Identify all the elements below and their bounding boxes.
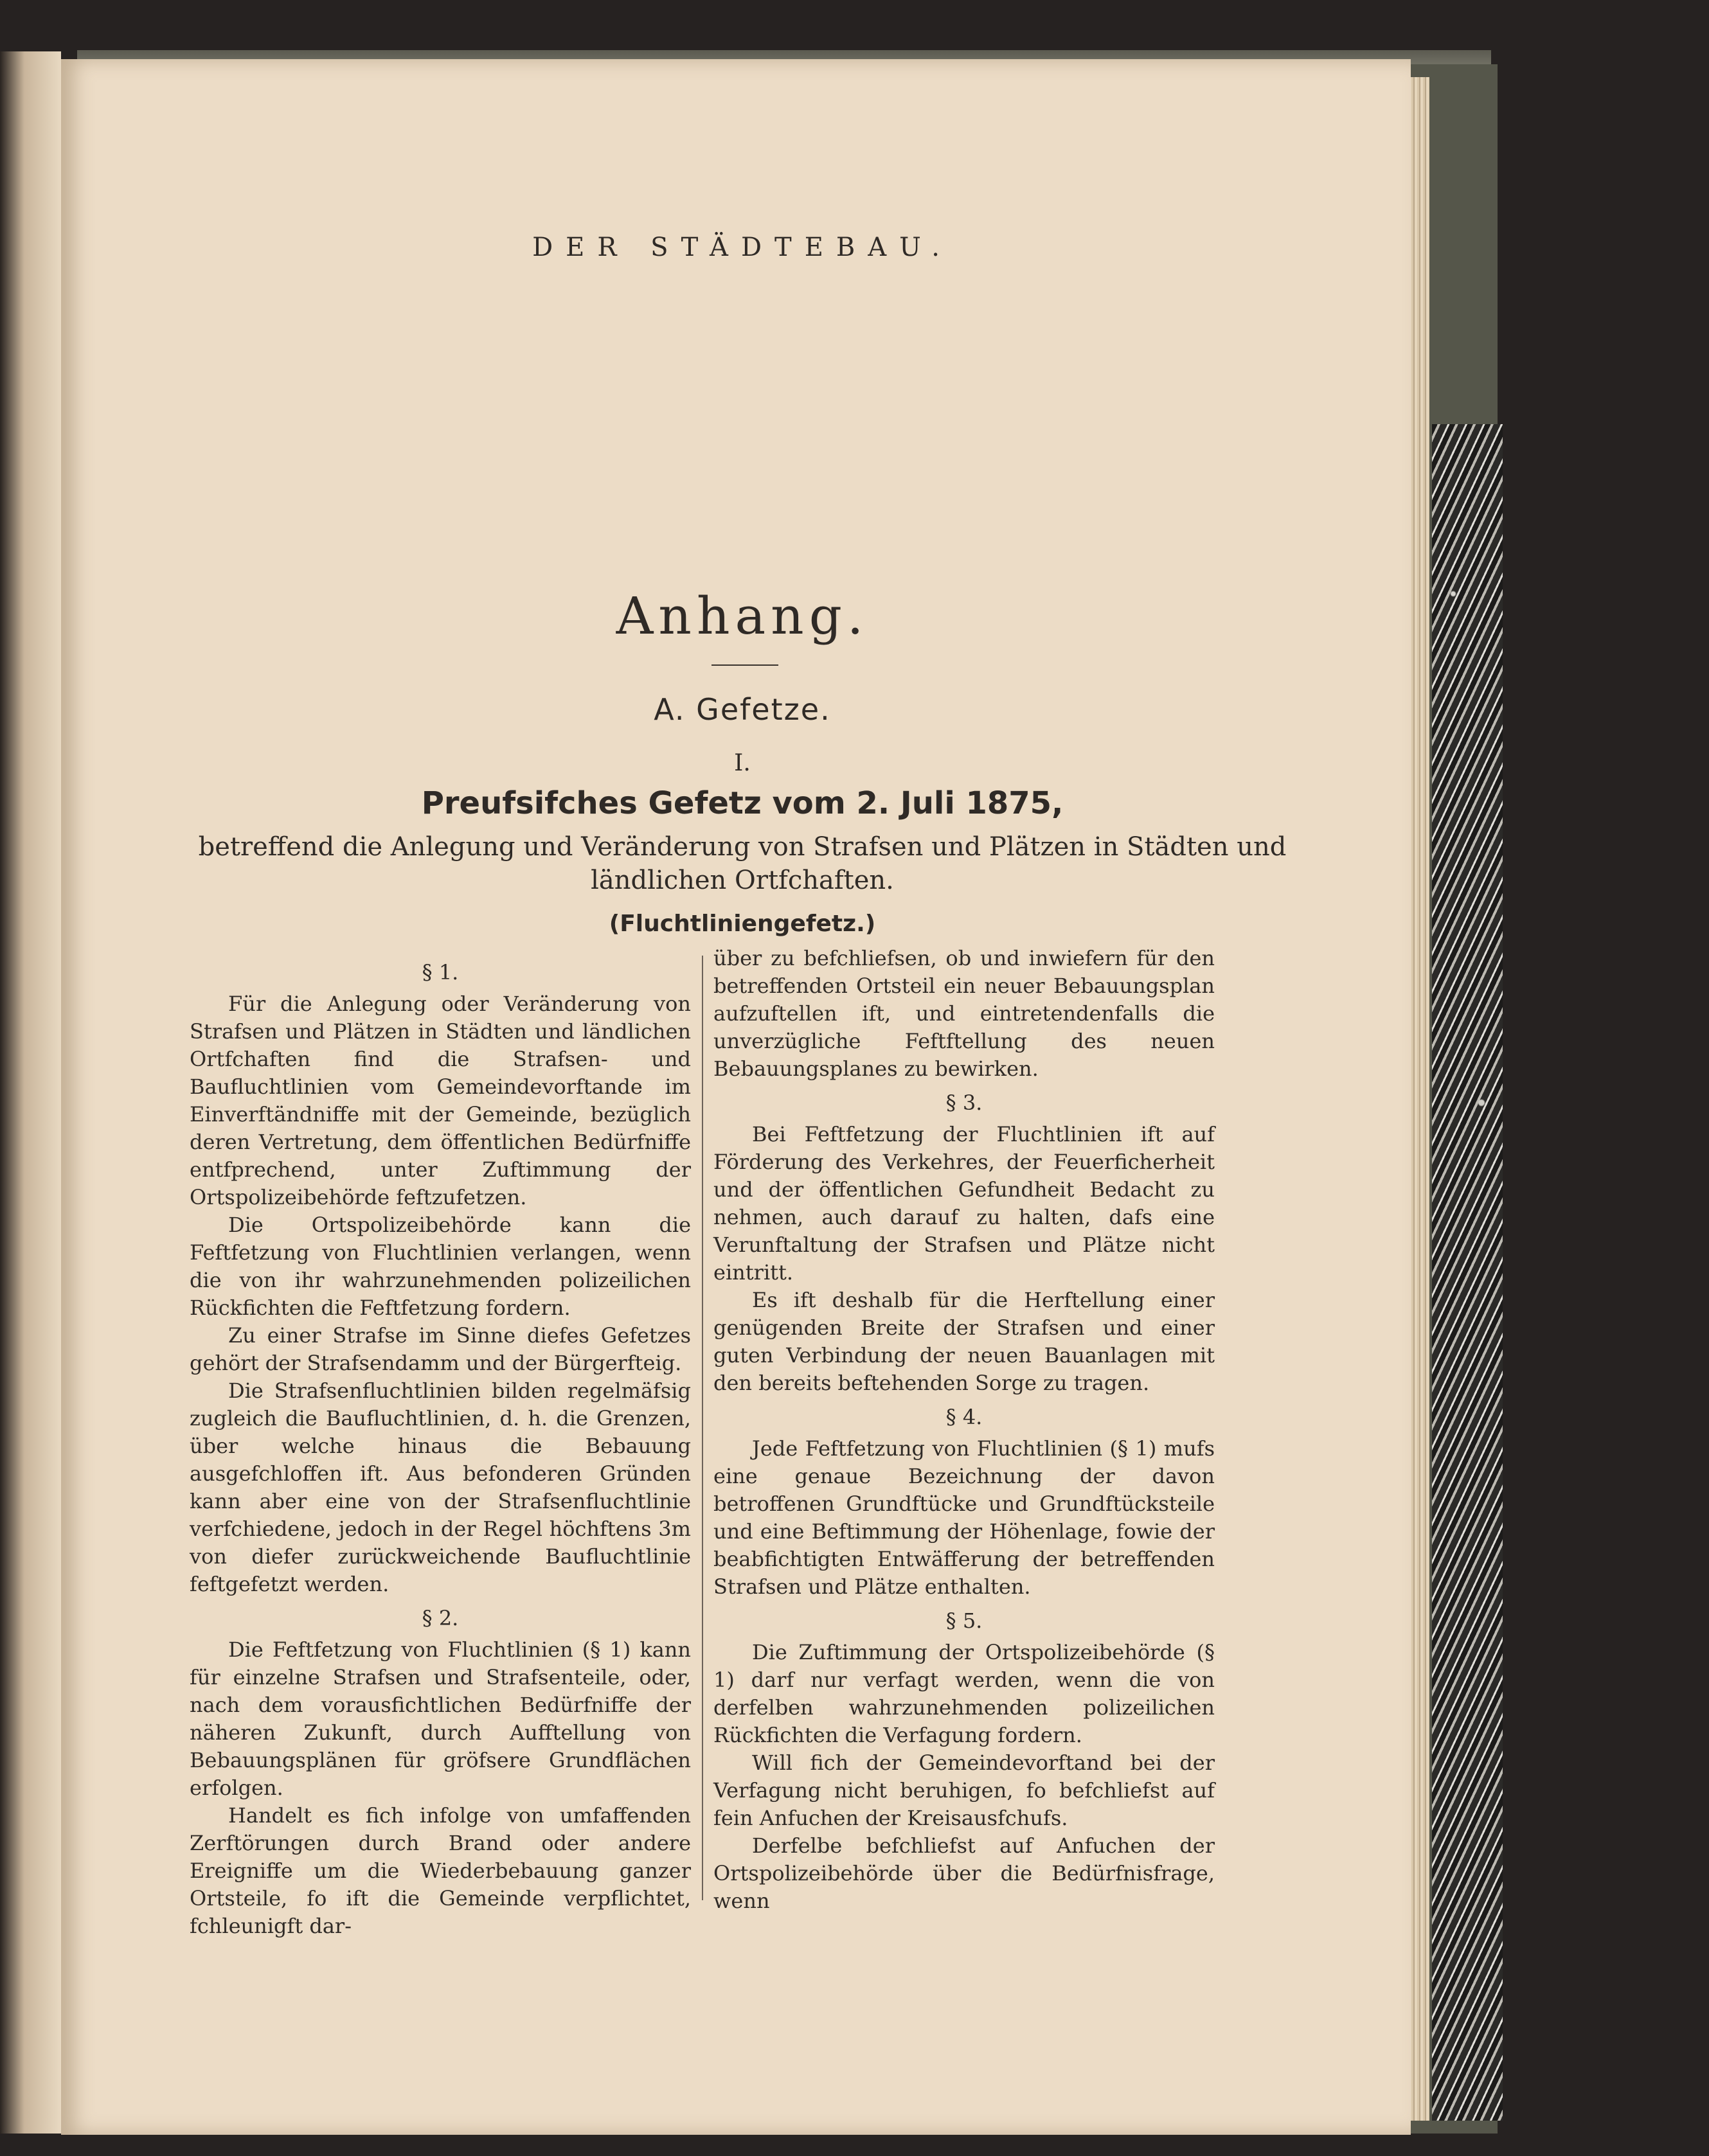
paragraph-heading: § 3.: [945, 1091, 983, 1115]
column-divider: [702, 956, 703, 1900]
left-column: [190, 952, 691, 1940]
paragraph-text: Die Zuftimmung der Ortspolizeibehörde (§ 1) darf nur verfagt werden, wenn die von derfelben wahrzunehmenden polizeilichen Rückfichten die Verfagung fordern.: [713, 1640, 1215, 1747]
page-title: Anhang.: [616, 586, 869, 646]
paragraph-text: Jede Feftfetzung von Fluchtlinien (§ 1) mufs eine genaue Bezeichnung der davon betroffenen Grundftücke und Grundftücksteile und eine Beftimmung der Höhenlage, fowie der beabfichtigten Entwäfferung der betreffenden Strafsen und Plätze enthalten.: [713, 1436, 1215, 1599]
paragraph-text: Die Feftfetzung von Fluchtlinien (§ 1) kann für einzelne Strafsen und Strafsenteile, oder, nach dem vorausfichtlichen Bedürfniffe der näheren Zukunft, durch Aufftellung von Bebauungsplänen für gröfsere Grundflächen erfolgen.: [190, 1637, 691, 1800]
paragraph-text: Für die Anlegung oder Veränderung von Strafsen und Plätzen in Städten und ländlichen Ortfchaften find die Strafsen- und Baufluchtlinien vom Gemeindevorftande im Einverftändniffe mit der Gemeinde, bezüglich deren Vertretung, dem öffentlichen Bedürfniffe entfprechend, unter Zuftimmung der Ortspolizeibehörde feftzufetzen.: [190, 992, 691, 1209]
paragraph-text: Bei Feftfetzung der Fluchtlinien ift auf Förderung des Verkehres, der Feuerficherheit und der öffentlichen Gefundheit Bedacht zu nehmen, auch darauf zu halten, dafs eine Verunftaltung der Strafsen und Plätze nicht eintritt.: [713, 1122, 1215, 1285]
running-head: DER STÄDTEBAU.: [532, 233, 953, 262]
left-page-edge: [0, 51, 61, 2134]
paragraph-text: Es ift deshalb für die Herftellung einer genügenden Breite der Strafsen und einer guten Verbindung der neuen Bauanlagen mit den bereits beftehenden Sorge zu tragen.: [713, 1288, 1215, 1395]
book-page: [61, 59, 1411, 2135]
paragraph-text: Die Ortspolizeibehörde kann die Feftfetzung von Fluchtlinien verlangen, wenn die von ihr wahrzunehmenden polizeilichen Rückfichten die Feftfetzung fordern.: [190, 1213, 691, 1320]
marbled-cover-paper: [1432, 424, 1503, 2121]
law-short-title: (Fluchtliniengefetz.): [609, 911, 876, 937]
paragraph-text: Zu einer Strafse im Sinne diefes Gefetzes gehört der Strafsendamm und der Bürgerfteig.: [190, 1323, 691, 1375]
title-rule: [711, 664, 778, 666]
paragraph-heading: § 2.: [422, 1606, 459, 1630]
paragraph-heading: § 5.: [945, 1608, 983, 1633]
law-subtitle: betreffend die Anlegung und Veränderung von Strafsen und Plätzen in Städten und ländlichen Ortfchaften.: [198, 832, 1287, 895]
paragraph-text: über zu befchliefsen, ob und inwiefern für den betreffenden Ortsteil ein neuer Bebauungsplan aufzuftellen ift, und eintretendenfalls die unverzügliche Feftftellung des neuen Bebauungsplanes zu bewirken.: [713, 946, 1215, 1081]
paragraph-text: Will fich der Gemeindevorftand bei der Verfagung nicht beruhigen, fo befchliefst auf fein Anfuchen der Kreisausfchufs.: [713, 1751, 1215, 1830]
paragraph-text: Handelt es fich infolge von umfaffenden Zerftörungen durch Brand oder andere Ereigniffe um die Wiederbebauung ganzer Ortsteile, fo ift die Gemeinde verpflichtet, fchleunigft dar-: [190, 1803, 691, 1938]
section-heading: A. Gefetze.: [654, 692, 831, 727]
paragraph-text: Derfelbe befchliefst auf Anfuchen der Ortspolizeibehörde über die Bedürfnisfrage, wenn: [713, 1833, 1215, 1913]
paragraph-text: Die Strafsenfluchtlinien bilden regelmäfsig zugleich die Baufluchtlinien, d. h. die Grenzen, über welche hinaus die Bebauung ausgefchloffen ift. Aus befonderen Gründen kann aber eine von der Strafsenfluchtlinie verfchiedene, jedoch in der Regel höchftens 3m von diefer zurückweichende Baufluchtlinie feftgefetzt werden.: [190, 1378, 691, 1596]
paragraph-heading: § 1.: [422, 960, 459, 984]
roman-numeral: I.: [734, 750, 751, 776]
right-column: [713, 945, 1215, 1915]
law-title: Preufsifches Gefetz vom 2. Juli 1875,: [421, 785, 1064, 821]
paragraph-heading: § 4.: [945, 1405, 983, 1429]
